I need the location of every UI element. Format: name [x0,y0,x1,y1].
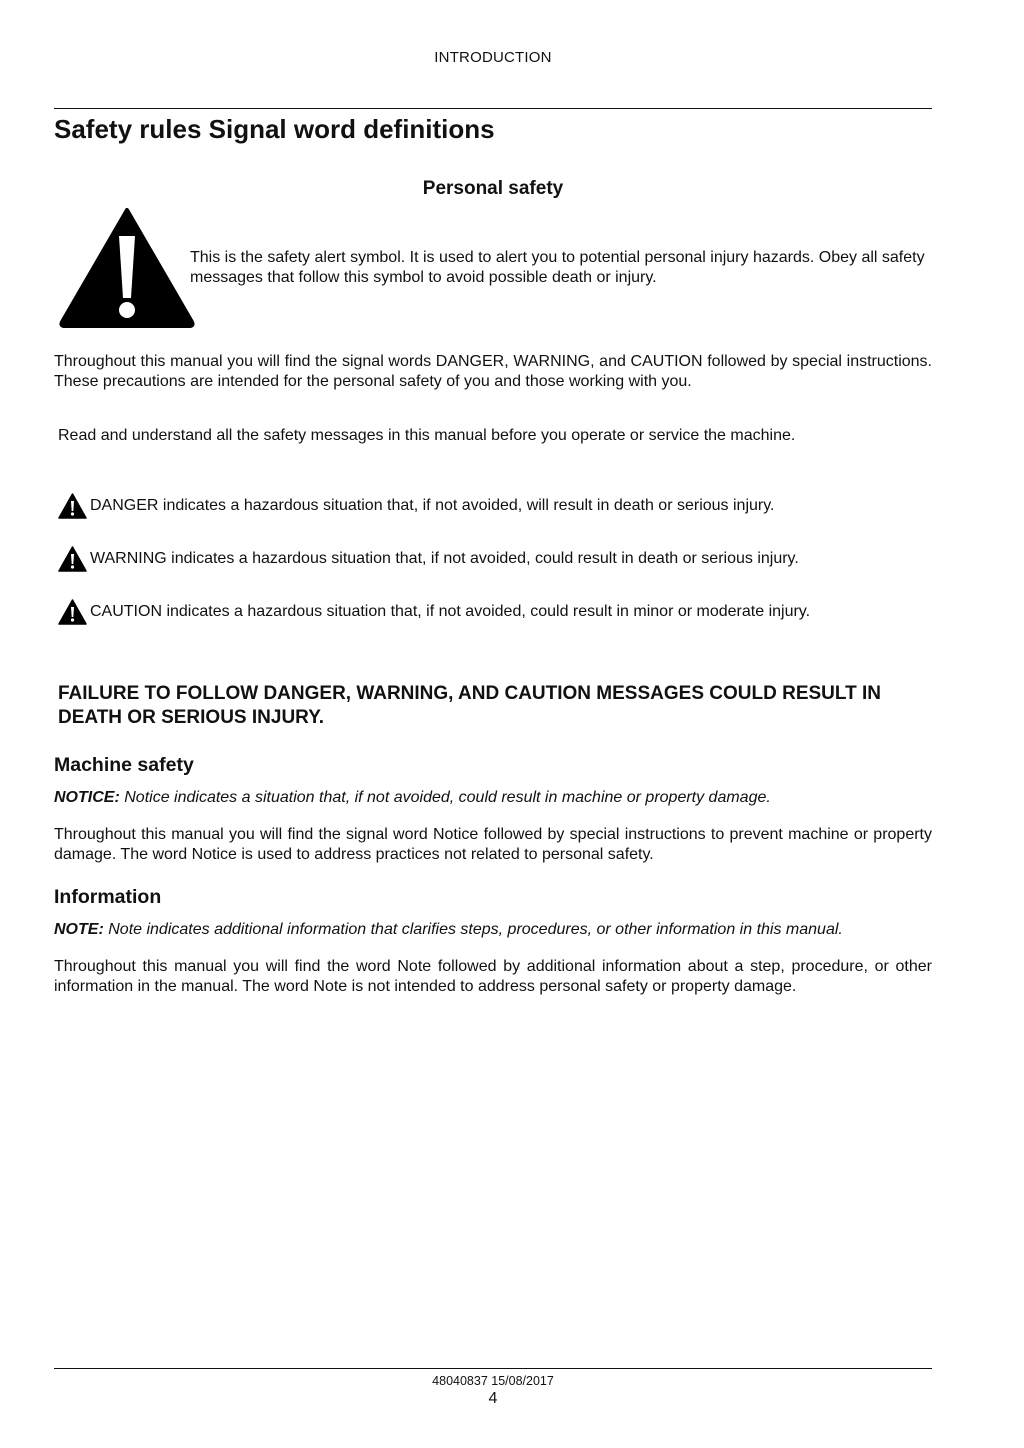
warning-definition [58,546,932,572]
machine-safety-heading: Machine safety [54,754,194,776]
note-definition [54,921,932,939]
danger-text: DANGER indicates a hazardous situation that, if not avoided, will result in death or serious injury. [90,497,775,514]
page-number: 4 [488,1390,498,1407]
caution-text: CAUTION indicates a hazardous situation that, if not avoided, could result in minor or moderate injury. [90,603,811,620]
notice-definition [54,789,932,807]
warning-triangle-icon [58,493,87,519]
notice-label: NOTICE: [54,789,120,806]
notice-para: Throughout this manual you will find the signal word Notice followed by special instructions to prevent machine or property damage. The word Notice is used to address practices not related to personal safety. [54,826,932,863]
header-divider [54,108,932,109]
notice-text: Notice indicates a situation that, if not avoided, could result in machine or property damage. [124,789,771,806]
note-para: Throughout this manual you will find the word Note followed by additional information about a step, procedure, or other information in the manual. The word Note is not intended to address personal safety or property damage. [54,958,932,995]
note-label: NOTE: [54,921,104,938]
safety-alert-symbol-icon [58,206,196,328]
danger-definition [58,493,932,519]
page-title: Safety rules Signal word definitions [54,114,495,144]
read-understand-para: Read and understand all the safety messages in this manual before you operate or service the machine. [58,427,796,444]
document-code: 48040837 15/08/2017 [432,1374,554,1388]
running-header: INTRODUCTION [434,49,552,66]
footer-divider [54,1368,932,1369]
alert-symbol-description: This is the safety alert symbol. It is used to alert you to potential personal injury hazards. Obey all safety messages that follow this symbol to avoid possible death or injury. [190,249,925,286]
warning-text: WARNING indicates a hazardous situation that, if not avoided, could result in death or serious injury. [90,550,799,567]
note-text: Note indicates additional information that clarifies steps, procedures, or other information in this manual. [108,921,843,938]
warning-triangle-icon [58,546,87,572]
caution-definition [58,599,932,625]
personal-safety-heading: Personal safety [422,178,564,199]
warning-triangle-icon [58,599,87,625]
failure-warning: FAILURE TO FOLLOW DANGER, WARNING, AND CAUTION MESSAGES COULD RESULT IN DEATH OR SERIOUS INJURY. [58,683,881,728]
information-heading: Information [54,886,162,908]
signal-words-intro: Throughout this manual you will find the signal words DANGER, WARNING, and CAUTION followed by special instructions. These precautions are intended for the personal safety of you and those working with you. [54,353,932,390]
